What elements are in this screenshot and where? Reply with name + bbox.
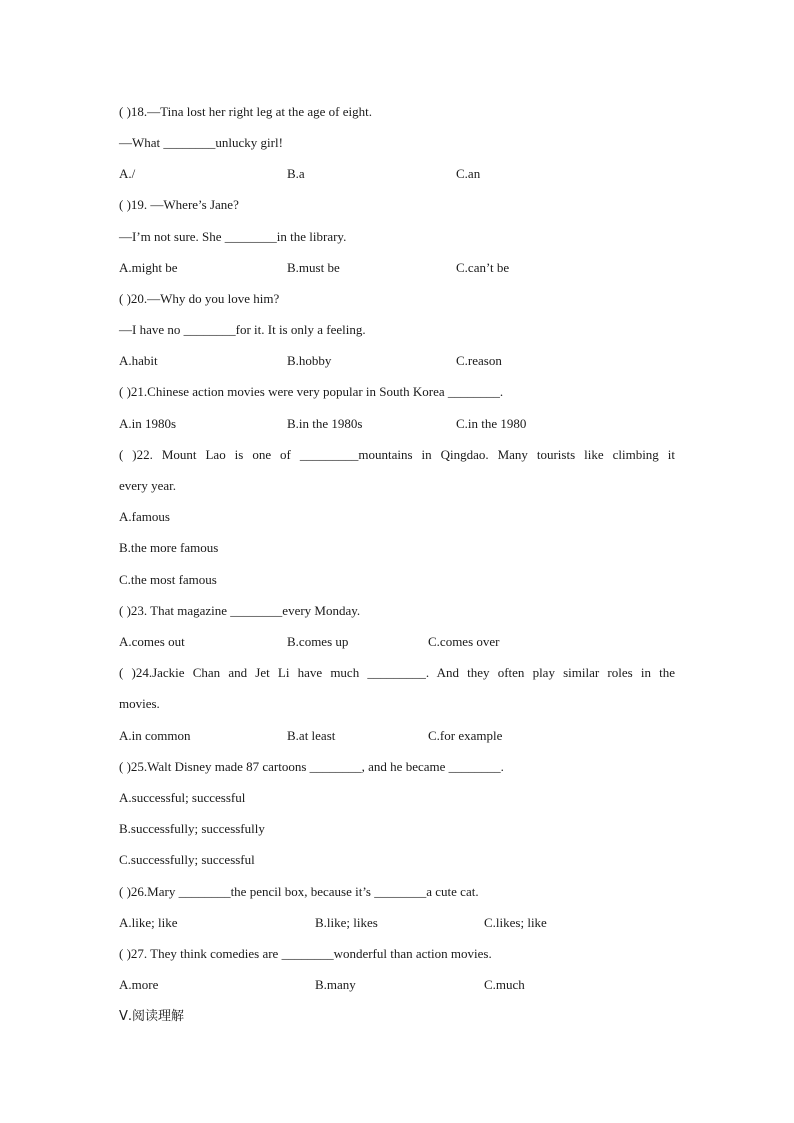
- question-27-options: [119, 975, 675, 995]
- question-22-option-c: C.the most famous: [119, 572, 217, 587]
- option-b: B.at least: [287, 728, 336, 743]
- option-c: C.an: [456, 166, 481, 181]
- option-c: C.for example: [428, 728, 503, 743]
- option-a: A.in 1980s: [119, 416, 177, 431]
- question-27-stem: ( )27. They think comedies are ________wonderful than action movies.: [119, 946, 492, 961]
- option-b: B.many: [315, 977, 356, 992]
- option-a: A.might be: [119, 260, 178, 275]
- question-22-stem-continued: every year.: [119, 478, 177, 493]
- option-b: B.in the 1980s: [287, 416, 363, 431]
- option-a: A.more: [119, 977, 159, 992]
- option-c: C.likes; like: [484, 915, 547, 930]
- question-18-stem: ( )18.—Tina lost her right leg at the age of eight.: [119, 104, 372, 119]
- section-heading-reading: Ⅴ.阅读理解: [119, 1009, 185, 1024]
- option-c: C.in the 1980: [456, 416, 527, 431]
- question-19-stem: ( )19. —Where’s Jane?: [119, 197, 239, 212]
- question-20-stem: ( )20.—Why do you love him?: [119, 291, 280, 306]
- question-25-option-a: A.successful; successful: [119, 790, 246, 805]
- option-b: B.comes up: [287, 634, 349, 649]
- option-b: B.hobby: [287, 353, 332, 368]
- option-b: B.a: [287, 166, 305, 181]
- option-a: A.in common: [119, 728, 191, 743]
- question-23-options: [119, 632, 675, 652]
- option-c: C.reason: [456, 353, 502, 368]
- option-c: C.comes over: [428, 634, 500, 649]
- question-26-stem: ( )26.Mary ________the pencil box, because it’s ________a cute cat.: [119, 884, 479, 899]
- question-22-option-b: B.the more famous: [119, 540, 219, 555]
- question-21-stem: ( )21.Chinese action movies were very popular in South Korea ________.: [119, 384, 504, 399]
- option-b: B.like; likes: [315, 915, 378, 930]
- question-24-stem-continued: movies.: [119, 696, 160, 711]
- option-c: C.much: [484, 977, 525, 992]
- question-26-options: [119, 913, 675, 933]
- question-20-options: [119, 351, 675, 371]
- question-21-options: [119, 414, 675, 434]
- question-18-options: [119, 164, 675, 184]
- question-24-stem: ( )24.Jackie Chan and Jet Li have much _________. And they often play similar roles in the: [119, 665, 675, 680]
- question-24-options: [119, 726, 675, 746]
- question-18-reply: —What ________unlucky girl!: [119, 135, 283, 150]
- option-a: A./: [119, 166, 136, 181]
- option-c: C.can’t be: [456, 260, 510, 275]
- option-a: A.habit: [119, 353, 158, 368]
- option-b: B.must be: [287, 260, 340, 275]
- question-22-option-a: A.famous: [119, 509, 170, 524]
- question-25-option-b: B.successfully; successfully: [119, 821, 265, 836]
- question-23-stem: ( )23. That magazine ________every Monday.: [119, 603, 361, 618]
- option-a: A.comes out: [119, 634, 185, 649]
- option-a: A.like; like: [119, 915, 178, 930]
- question-19-options: [119, 258, 675, 278]
- question-19-reply: —I’m not sure. She ________in the library.: [119, 229, 347, 244]
- question-22-stem: ( )22. Mount Lao is one of _________mountains in Qingdao. Many tourists like climbing it: [119, 447, 675, 462]
- question-25-stem: ( )25.Walt Disney made 87 cartoons ________, and he became ________.: [119, 759, 504, 774]
- question-20-reply: —I have no ________for it. It is only a feeling.: [119, 322, 366, 337]
- question-25-option-c: C.successfully; successful: [119, 852, 255, 867]
